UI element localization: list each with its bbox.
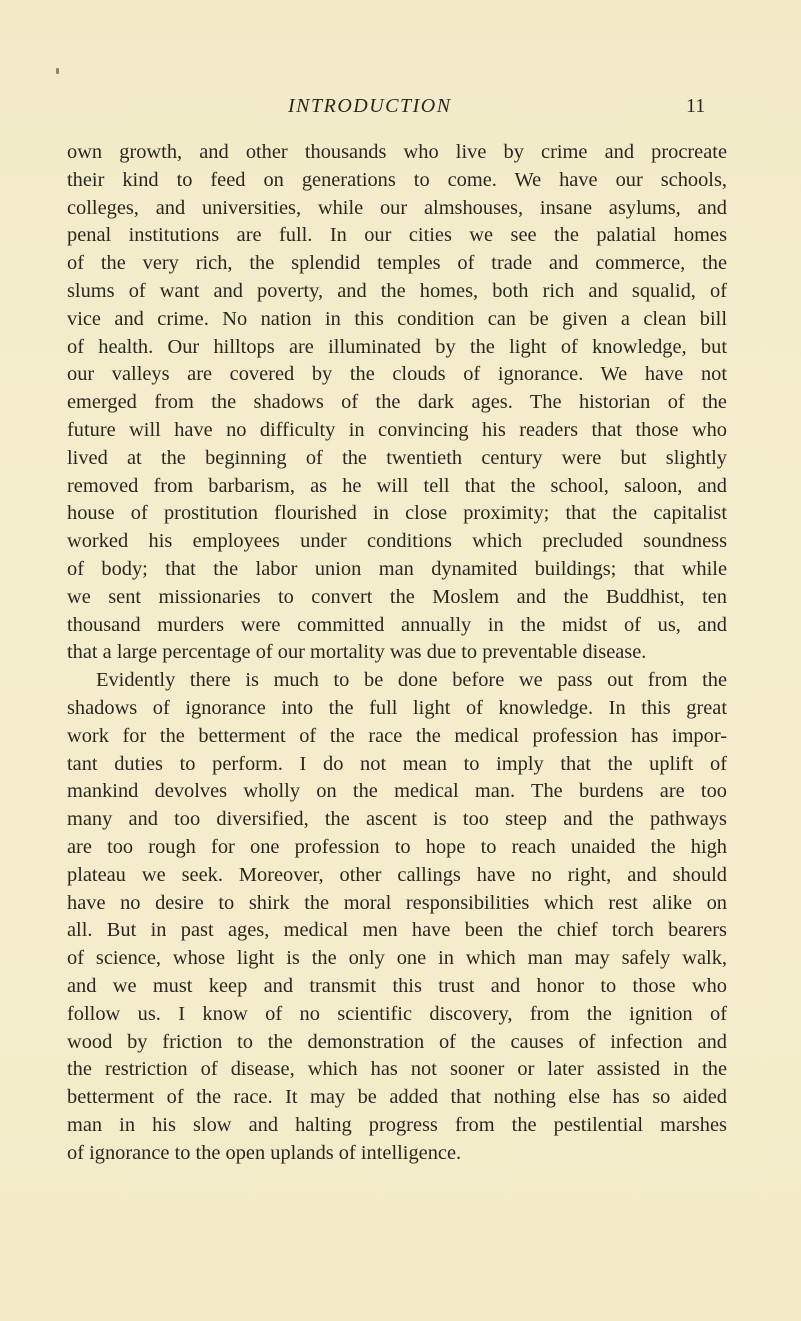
text-line: their kind to feed on generations to come. We have our schools, (67, 168, 727, 191)
ink-speck (56, 68, 59, 74)
body-text (67, 139, 727, 1167)
text-line: mankind devolves wholly on the medical man. The burdens are too (67, 780, 727, 803)
page-number: 11 (686, 95, 706, 117)
text-line: have no desire to shirk the moral responsibilities which rest alike on (67, 891, 727, 914)
text-line: and we must keep and transmit this trust and honor to those who (67, 974, 727, 997)
text-line: work for the betterment of the race the medical profession has impor- (67, 724, 727, 747)
text-line: of health. Our hilltops are illuminated by the light of knowledge, but (67, 335, 727, 358)
text-line: worked his employees under conditions which precluded soundness (67, 530, 727, 553)
text-line: our valleys are covered by the clouds of ignorance. We have not (67, 363, 727, 386)
running-header (0, 95, 801, 125)
text-line: all. But in past ages, medical men have been the chief torch bearers (67, 919, 727, 942)
text-line: thousand murders were committed annually in the midst of us, and (67, 613, 727, 636)
text-line: betterment of the race. It may be added that nothing else has so aided (67, 1086, 727, 1109)
text-line: plateau we seek. Moreover, other callings have no right, and should (67, 863, 727, 886)
text-line: we sent missionaries to convert the Moslem and the Buddhist, ten (67, 585, 727, 608)
text-line: lived at the beginning of the twentieth century were but slightly (67, 446, 727, 469)
text-line: of body; that the labor union man dynamited buildings; that while (67, 557, 727, 580)
text-line: many and too diversified, the ascent is too steep and the pathways (67, 808, 727, 831)
text-line: follow us. I know of no scientific discovery, from the ignition of (67, 1002, 727, 1025)
text-line: that a large percentage of our mortality was due to preventable disease. (67, 641, 647, 664)
text-line: wood by friction to the demonstration of the causes of infection and (67, 1030, 727, 1053)
text-line: house of prostitution flourished in close proximity; that the capitalist (67, 502, 727, 525)
text-line: tant duties to perform. I do not mean to imply that the uplift of (67, 752, 727, 775)
text-line: of science, whose light is the only one in which man may safely walk, (67, 947, 727, 970)
text-line: slums of want and poverty, and the homes, both rich and squalid, of (67, 279, 727, 302)
text-line: emerged from the shadows of the dark ages. The historian of the (67, 391, 727, 414)
text-line: colleges, and universities, while our almshouses, insane asylums, and (67, 196, 727, 219)
text-line: future will have no difficulty in convincing his readers that those who (67, 418, 727, 441)
text-line: the restriction of disease, which has not sooner or later assisted in the (67, 1058, 727, 1081)
text-line: removed from barbarism, as he will tell that the school, saloon, and (67, 474, 727, 497)
text-line: vice and crime. No nation in this condition can be given a clean bill (67, 307, 727, 330)
text-line: of the very rich, the splendid temples of trade and commerce, the (67, 252, 727, 275)
text-line: man in his slow and halting progress from the pestilential marshes (67, 1113, 727, 1136)
text-line: Evidently there is much to be done before we pass out from the (96, 669, 727, 692)
text-line: shadows of ignorance into the full light of knowledge. In this great (67, 696, 727, 719)
running-title: INTRODUCTION (288, 95, 452, 117)
text-line: own growth, and other thousands who live by crime and procreate (67, 141, 727, 163)
text-line: penal institutions are full. In our cities we see the palatial homes (67, 224, 727, 247)
text-line: of ignorance to the open uplands of intelligence. (67, 1141, 462, 1164)
text-line: are too rough for one profession to hope to reach unaided the high (67, 835, 727, 858)
